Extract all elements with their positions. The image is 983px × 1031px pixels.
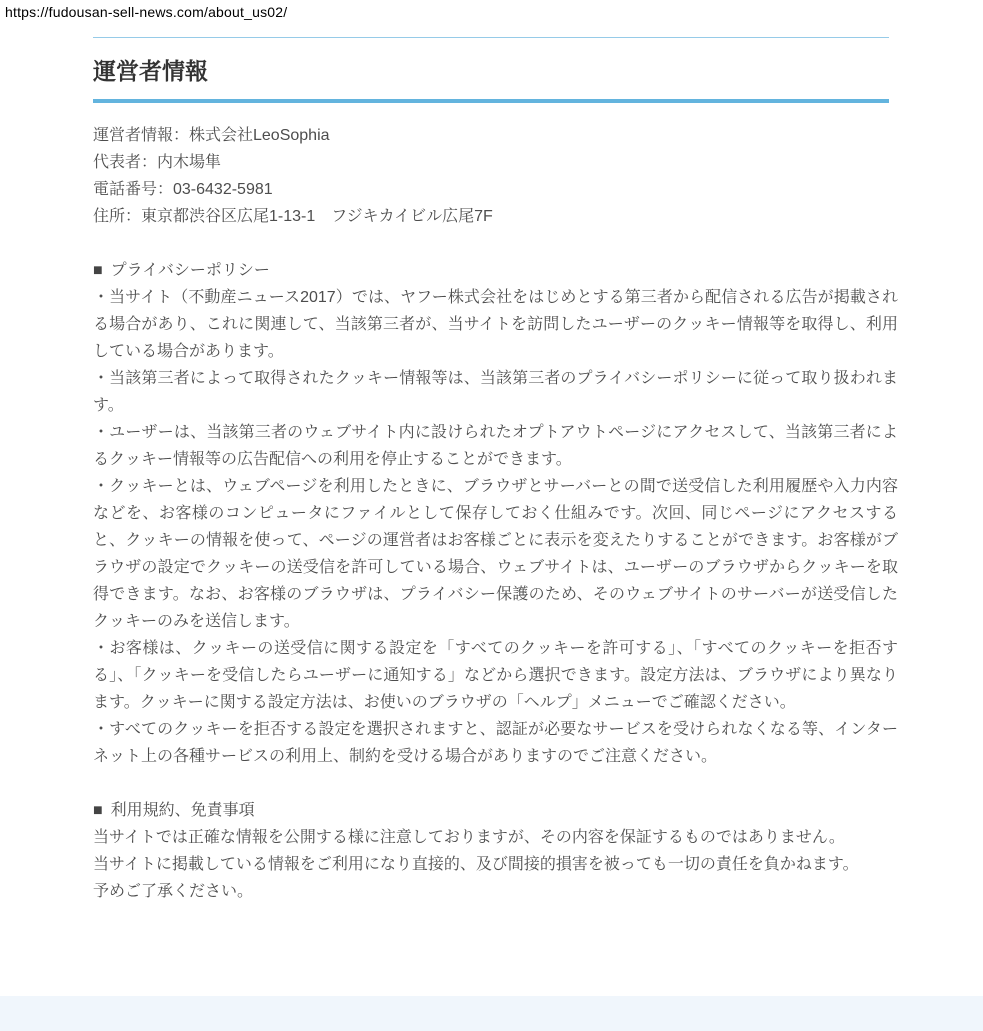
operator-info-line: 代表者：内木場隼: [93, 154, 222, 171]
square-bullet-icon: ■: [93, 802, 103, 819]
blank-line: [93, 770, 898, 797]
terms-heading: [93, 797, 898, 824]
footer-strip: [0, 996, 983, 1031]
main-content: [93, 37, 898, 905]
operator-info-line: 運営者情報：株式会社LeoSophia: [93, 127, 330, 144]
square-bullet-icon: ■: [93, 262, 103, 279]
privacy-policy-item: ・すべてのクッキーを拒否する設定を選択されますと、認証が必要なサービスを受けられなくなる等、インターネット上の各種サービスの利用上、制約を受ける場合がありますのでご注意ください。: [93, 721, 898, 765]
terms-line: 当サイトでは正確な情報を公開する様に注意しておりますが、その内容を保証するものではありません。: [93, 829, 845, 846]
terms-line: 予めご了承ください。: [93, 883, 254, 900]
terms-heading-label: 利用規約、免責事項: [110, 802, 255, 819]
privacy-policy-heading-label: プライバシーポリシー: [110, 262, 270, 279]
privacy-policy-item: ・ユーザーは、当該第三者のウェブサイト内に設けられたオプトアウトページにアクセスして、当該第三者によるクッキー情報等の広告配信への利用を停止することができます。: [93, 424, 898, 468]
privacy-policy-item: ・お客様は、クッキーの送受信に関する設定を「すべてのクッキーを許可する」、「すべてのクッキーを拒否する」、「クッキーを受信したらユーザーに通知する」などから選択できます。設定方法は、ブラウザにより異なります。クッキーに関する設定方法は、お使いのブラウザの「ヘルプ」メニューでご確認ください。: [93, 640, 898, 711]
privacy-policy-heading: [93, 257, 898, 284]
operator-info-line: 電話番号：03-6432-5981: [93, 181, 273, 198]
operator-info-line: 住所：東京都渋谷区広尾1-13-1 フジキカイビル広尾7F: [93, 208, 493, 225]
blank-line: [93, 230, 898, 257]
page-title: 運営者情報: [93, 37, 889, 103]
page-url: https://fudousan-sell-news.com/about_us02/: [5, 4, 288, 20]
terms-line: 当サイトに掲載している情報をご利用になり直接的、及び間接的損害を被っても一切の責任を負かねます。: [93, 856, 859, 873]
privacy-policy-item: ・当サイト（不動産ニュース2017）では、ヤフー株式会社をはじめとする第三者から配信される広告が掲載される場合があり、これに関連して、当該第三者が、当サイトを訪問したユーザーのクッキー情報等を取得し、利用している場合があります。: [93, 289, 898, 360]
terms-section: [93, 797, 898, 905]
page-body: [93, 122, 898, 905]
privacy-policy-item: ・クッキーとは、ウェブページを利用したときに、ブラウザとサーバーとの間で送受信した利用履歴や入力内容などを、お客様のコンピュータにファイルとして保存しておく仕組みです。次回、同じページにアクセスすると、クッキーの情報を使って、ページの運営者はお客様ごとに表示を変えたりすることができます。お客様がブラウザの設定でクッキーの送受信を許可している場合、ウェブサイトは、ユーザーのブラウザからクッキーを取得できます。なお、お客様のブラウザは、プライバシー保護のため、そのウェブサイトのサーバーが送受信したクッキーのみを送信します。: [93, 478, 898, 630]
privacy-policy-item: ・当該第三者によって取得されたクッキー情報等は、当該第三者のプライバシーポリシーに従って取り扱われます。: [93, 370, 898, 414]
operator-info-section: [93, 122, 898, 230]
privacy-policy-section: [93, 257, 898, 770]
